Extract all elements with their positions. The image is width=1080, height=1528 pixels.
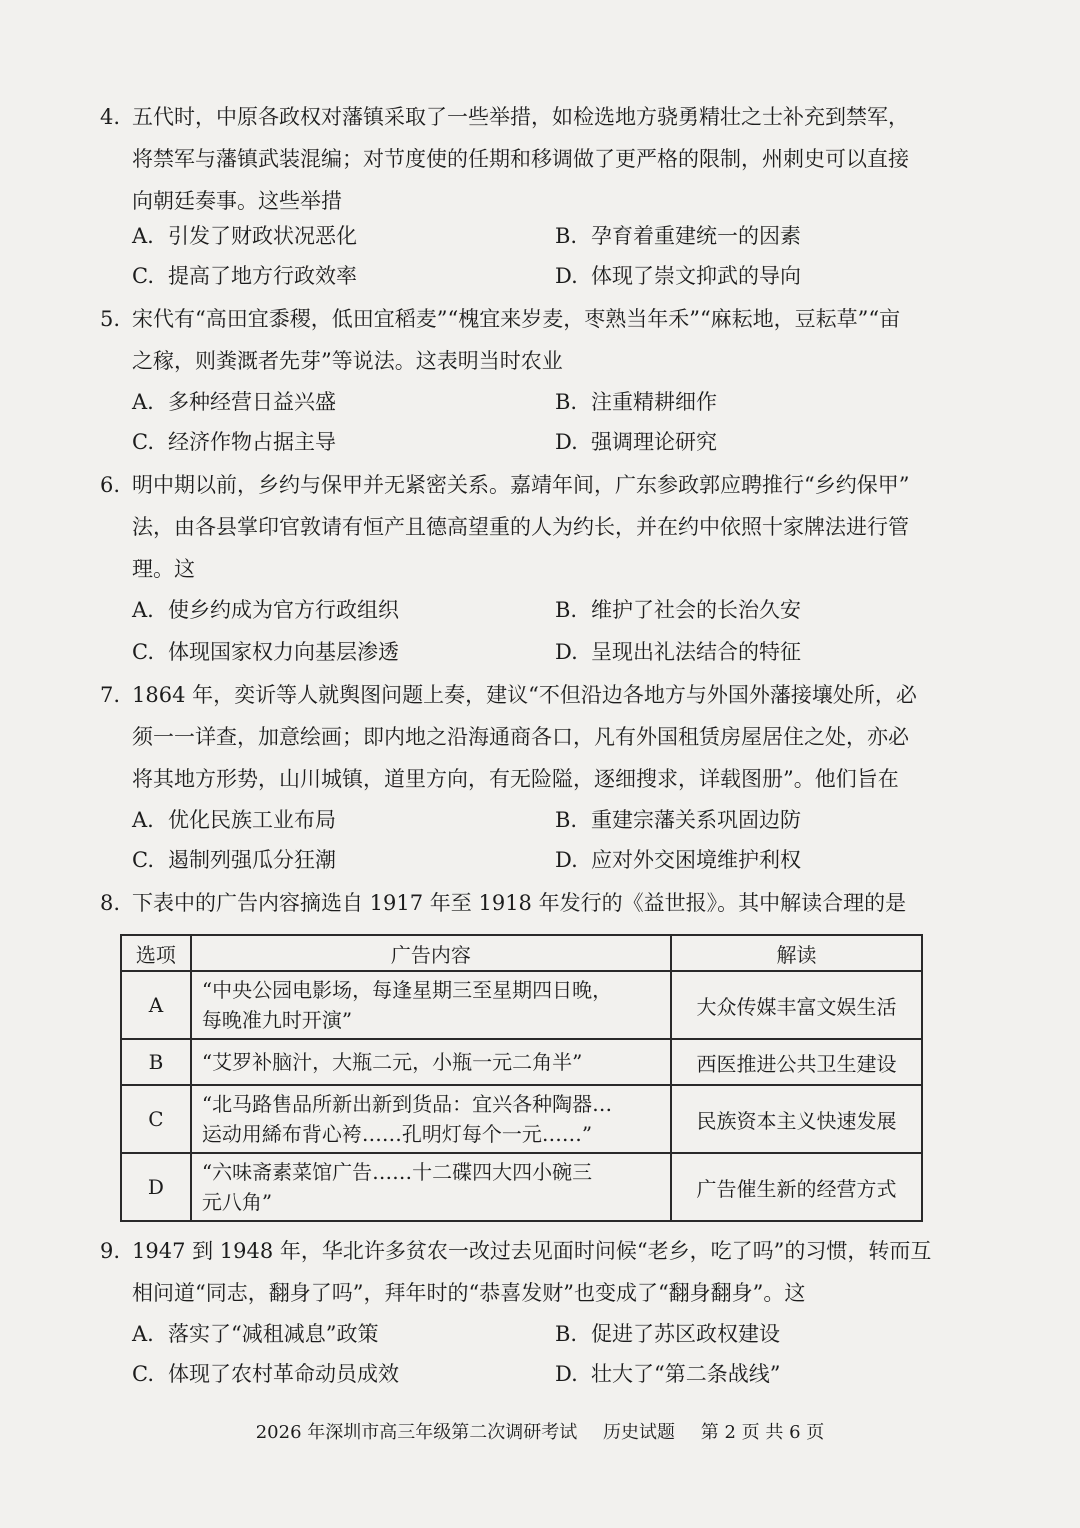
option-d: D. 体现了崇文抑武的导向 (555, 264, 801, 288)
table-row: D “六味斋素菜馆广告……十二碟四大四小碗三 元八角” 广告催生新的经营方式 (121, 1153, 922, 1221)
option-d: D. 应对外交困境维护利权 (555, 848, 801, 872)
option-d: D. 壮大了“第二条战线” (555, 1362, 781, 1386)
question-number: 5. (100, 307, 121, 331)
table-row: C “北马路售品所新出新到货品：宜兴各种陶器… 运动用絺布背心袴……孔明灯每个一元……” 民族资本主义快速发展 (121, 1085, 922, 1153)
header-interpretation: 解读 (671, 935, 922, 971)
table-row: B “艾罗补脑汁，大瓶二元，小瓶一元二角半” 西医推进公共卫生建设 (121, 1039, 922, 1085)
option-b: B. 孕育着重建统一的因素 (555, 224, 801, 248)
table-header-row (121, 935, 922, 971)
table-row: A “中央公园电影场，每逢星期三至星期四日晚， 每晚准九时开演” 大众传媒丰富文娱生活 (121, 971, 922, 1039)
header-content: 广告内容 (191, 935, 671, 971)
question-number: 6. (100, 473, 121, 497)
option-c: C. 经济作物占据主导 (132, 430, 336, 454)
option-c: C. 提高了地方行政效率 (132, 264, 357, 288)
exam-title: 2026 年深圳市高三年级第二次调研考试 (255, 1422, 578, 1443)
option-d: D. 强调理论研究 (555, 430, 717, 454)
page-number: 第 2 页 共 6 页 (700, 1422, 825, 1443)
option-b: B. 注重精耕细作 (555, 390, 717, 414)
question-4-stem: 4. 五代时，中原各政权对藩镇采取了一些举措，如检选地方骁勇精壮之士补充到禁军， 将禁军与藩镇武装混编；对节度使的任期和移调做了更严格的限制，州刺史可以直接 向朝廷奏事。这些举措 (100, 96, 970, 222)
option-a: A. 多种经营日益兴盛 (132, 390, 336, 414)
question-9-stem: 9. 1947 到 1948 年，华北许多贫农一改过去见面时问候“老乡，吃了吗”的习惯，转而互 相问道“同志，翻身了吗”，拜年时的“恭喜发财”也变成了“翻身翻身”。这 (100, 1230, 970, 1314)
option-c: C. 体现国家权力向基层渗透 (132, 640, 399, 664)
question-number: 7. (100, 683, 121, 707)
advertisement-table (120, 934, 923, 1222)
option-c: C. 体现了农村革命动员成效 (132, 1362, 399, 1386)
option-a: A. 落实了“减租减息”政策 (132, 1322, 379, 1346)
option-a: A. 引发了财政状况恶化 (132, 224, 357, 248)
question-8-stem: 8. 下表中的广告内容摘选自 1917 年至 1918 年发行的《益世报》。其中解读合理的是 (100, 882, 970, 924)
page-footer (0, 1418, 1080, 1444)
header-option: 选项 (121, 935, 191, 971)
question-number: 9. (100, 1239, 121, 1263)
option-d: D. 呈现出礼法结合的特征 (555, 640, 801, 664)
option-a: A. 使乡约成为官方行政组织 (132, 598, 399, 622)
question-5-stem: 5. 宋代有“高田宜黍稷，低田宜稻麦”“槐宜来岁麦，枣熟当年禾”“麻耘地，豆耘草”“亩 之稼，则粪溉者先芽”等说法。这表明当时农业 (100, 298, 970, 382)
option-a: A. 优化民族工业布局 (132, 808, 336, 832)
question-number: 4. (100, 105, 121, 129)
question-number: 8. (100, 891, 121, 915)
option-b: B. 维护了社会的长治久安 (555, 598, 801, 622)
question-7-stem: 7. 1864 年，奕䜣等人就舆图问题上奏，建议“不但沿边各地方与外国外藩接壤处所，必 须一一详查，加意绘画；即内地之沿海通商各口，凡有外国租赁房屋居住之处，亦必 将其地方形势，山川城镇，道里方向，有无险隘，逐细搜求，详载图册”。他们旨在 (100, 674, 970, 800)
subject-title: 历史试题 (603, 1422, 675, 1443)
question-6-stem: 6. 明中期以前，乡约与保甲并无紧密关系。嘉靖年间，广东参政郭应聘推行“乡约保甲” 法，由各县掌印官敦请有恒产且德高望重的人为约长，并在约中依照十家牌法进行管 理。这 (100, 464, 970, 590)
option-c: C. 遏制列强瓜分狂潮 (132, 848, 336, 872)
option-b: B. 重建宗藩关系巩固边防 (555, 808, 801, 832)
option-b: B. 促进了苏区政权建设 (555, 1322, 780, 1346)
